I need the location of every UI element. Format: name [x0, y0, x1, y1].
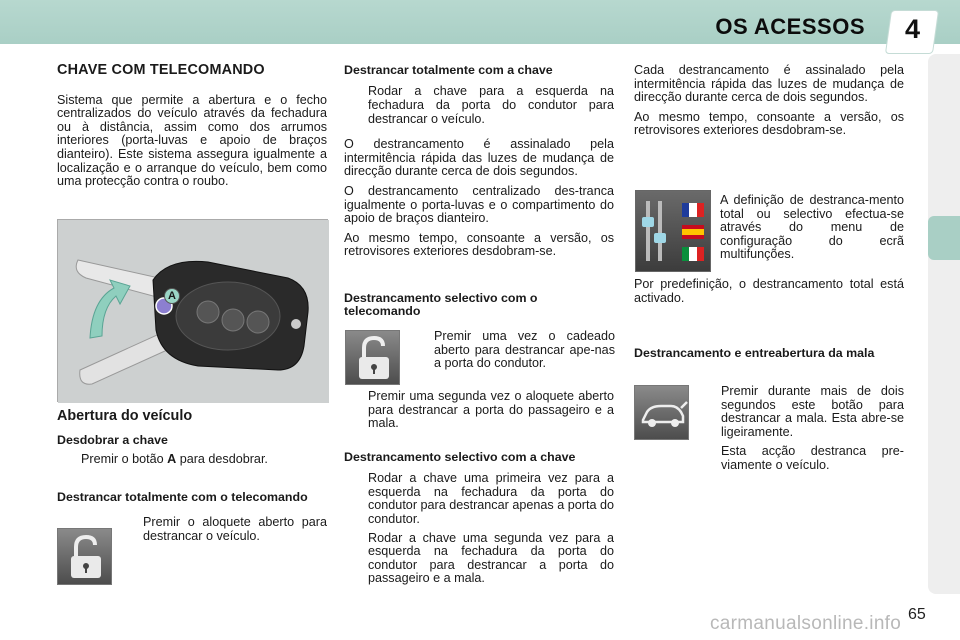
boot-note: Esta acção destranca pre-viamente o veículo.	[721, 444, 904, 472]
column-2-lower	[344, 390, 614, 591]
menu-paragraph: A definição de destranca-mento total ou selectivo efectua-se através do menu de configuração do ecrã multifunções.	[720, 193, 904, 262]
unlock-padlock-icon	[345, 330, 400, 385]
selective-remote-heading: Destrancamento selectivo com o telecomando	[344, 291, 538, 319]
unlock-padlock-icon	[57, 528, 112, 585]
opening-heading: Abertura do veículo	[57, 408, 193, 424]
remote-unlock-bullet: Premir o aloquete aberto para destrancar o veículo.	[143, 515, 327, 543]
unfold-bullet: Premir o botão A para desdobrar.	[81, 452, 268, 466]
column-1	[57, 64, 327, 195]
button-a-ref: A	[167, 452, 177, 466]
column-2	[344, 64, 614, 265]
remote-key-illustration	[58, 220, 329, 403]
button-a-label: A	[164, 288, 180, 304]
boot-unlock-bullet: Premir durante mais de dois segundos este botão para destrancar a mala. Esta abre-se ligeiramente.	[721, 384, 904, 439]
boot-open-icon	[634, 385, 689, 440]
watermark-text: carmanualsonline.info	[710, 613, 902, 634]
signal-paragraph: Cada destrancamento é assinalado pela intermitência rápida das luzes de mudança de direcção durante cerca de dois segundos.	[634, 63, 904, 105]
signal-paragraph: O destrancamento é assinalado pela intermitência rápida das luzes de mudança de direcção durante cerca de dois segundos.	[344, 137, 614, 179]
default-paragraph: Por predefinição, o destrancamento total está activado.	[634, 277, 904, 305]
unfold-heading: Desdobrar a chave	[57, 432, 168, 447]
side-nav-active-tab[interactable]	[928, 216, 960, 260]
menu-text-box	[720, 194, 904, 268]
multifunction-settings-icon	[635, 190, 711, 272]
key-unlock-heading: Destrancar totalmente com a chave	[344, 63, 553, 77]
chapter-number: 4	[905, 14, 921, 44]
column-3-default	[634, 278, 904, 311]
boot-text-box	[697, 385, 904, 473]
column-2-selective-remote	[344, 292, 614, 319]
remote-key-photo	[57, 219, 328, 402]
selective-key-bullet-2: Rodar a chave uma segunda vez para a esquerda na fechadura da porta do condutor para destrancar a porta do passageiro e a mala.	[368, 530, 614, 586]
page-title: OS ACESSOS	[715, 14, 865, 39]
mirrors-paragraph: Ao mesmo tempo, consoante a versão, os retrovisores exteriores desdobram-se.	[344, 230, 614, 259]
key-unlock-bullet: Rodar a chave para a esquerda na fechadura da porta do condutor para destrancar o veículo.	[368, 84, 614, 126]
selective-remote-bullet: Premir uma vez o cadeado aberto para destrancar ape-nas a porta do condutor.	[434, 329, 615, 371]
selective-key-heading: Destrancamento selectivo com a chave	[344, 449, 576, 464]
column-3	[634, 64, 904, 144]
remote-unlock-heading: Destrancar totalmente com o telecomando	[57, 489, 308, 504]
boot-unlock-heading: Destrancamento e entreabertura da mala	[634, 346, 875, 360]
intro-paragraph: Sistema que permite a abertura e o fecho centralizados do veículo através da fechadura ou à distância, assim como dos arrumos interiores (porta-luvas e apoio de braços dianteiro). Este sistema assegura igualmente a localização e o arranque do veículo, bem como uma protecção contra o roubo.	[57, 92, 327, 189]
selective-remote-bullet-box	[410, 330, 615, 376]
mirrors-paragraph: Ao mesmo tempo, consoante a versão, os retrovisores exteriores desdobram-se.	[634, 109, 904, 138]
selective-remote-second-bullet: Premir uma segunda vez o aloquete aberto para destrancar a porta do passageiro e a mala.	[368, 389, 614, 431]
central-paragraph: O destrancamento centralizado des-tranca igualmente o porta-luvas e o compartimento do apoio de braços dianteiro.	[344, 183, 614, 226]
column-3-boot	[634, 347, 904, 360]
page-number: 65	[908, 606, 926, 623]
selective-key-bullet-1: Rodar a chave uma primeira vez para a esquerda na fechadura da porta do condutor para destrancar apenas a porta do condutor.	[368, 471, 614, 526]
side-nav-strip	[928, 54, 960, 594]
section-heading: CHAVE COM TELECOMANDO	[57, 62, 265, 78]
